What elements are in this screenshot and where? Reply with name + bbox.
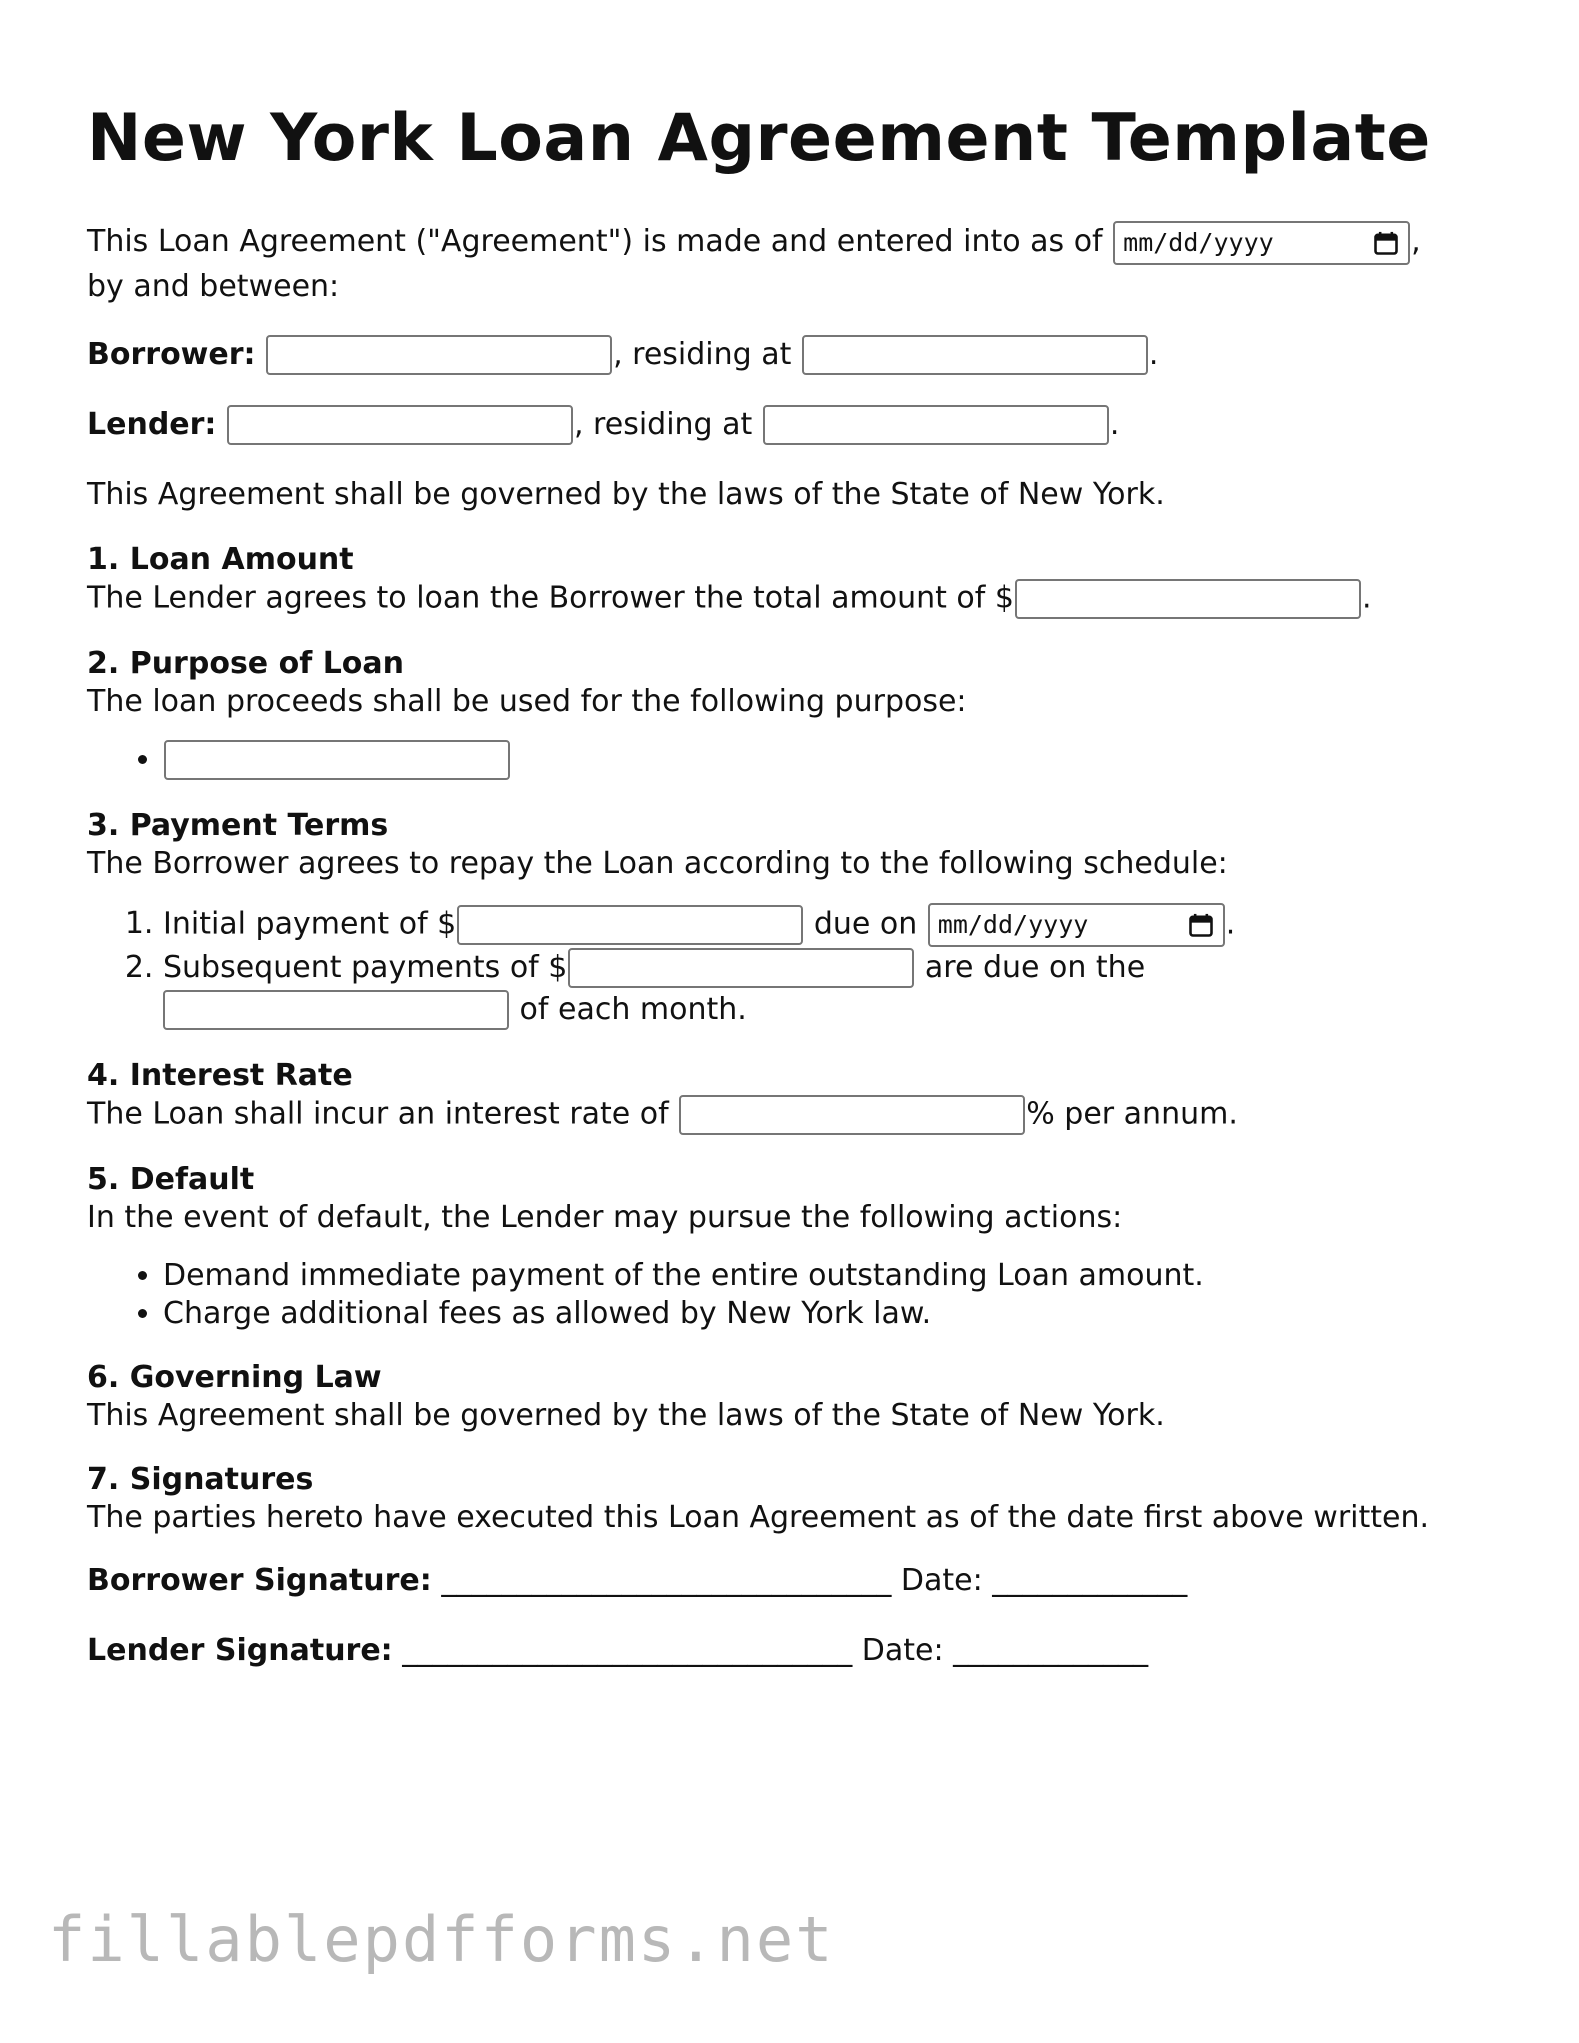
- governing-law-text: This Agreement shall be governed by the laws of the State of New York.: [87, 1397, 1165, 1433]
- lender-date-blank[interactable]: _____________: [953, 1632, 1149, 1668]
- intro-comma: ,: [1411, 224, 1421, 259]
- calendar-icon[interactable]: [1372, 229, 1400, 257]
- agreement-date-input[interactable]: [1113, 221, 1410, 265]
- purpose-input[interactable]: [164, 740, 510, 780]
- intro-line2: by and between:: [87, 268, 340, 304]
- lender-name-input[interactable]: [227, 405, 573, 445]
- subsequent-payment-due-label: are due on the: [924, 949, 1146, 985]
- lender-residing-label: , residing at: [573, 406, 753, 442]
- borrower-residing-label: , residing at: [613, 336, 792, 372]
- section-purpose: [87, 645, 1507, 781]
- lender-signature-label: Lender Signature:: [87, 1632, 393, 1668]
- calendar-icon[interactable]: [1187, 911, 1215, 939]
- purpose-list-item: [163, 739, 1507, 781]
- section-interest-rate: [87, 1057, 1507, 1135]
- section-loan-amount: [87, 541, 1507, 619]
- watermark-text: fillablepdfforms.net: [48, 1903, 835, 1976]
- default-title: 5. Default: [87, 1161, 255, 1197]
- section-signatures: [87, 1461, 1507, 1537]
- borrower-date-blank[interactable]: _____________: [992, 1562, 1188, 1598]
- each-month-text: of each month.: [519, 991, 747, 1027]
- subsequent-payment-input[interactable]: [568, 948, 914, 988]
- section-payment-terms: [87, 807, 1507, 1031]
- default-action-item: • Charge additional fees as allowed by New York law.: [163, 1295, 1507, 1333]
- borrower-name-input[interactable]: [266, 335, 612, 375]
- loan-amount-period: .: [1361, 580, 1372, 615]
- lender-address-input[interactable]: [763, 405, 1109, 445]
- intro-text: This Loan Agreement ("Agreement") is made and entered into as of: [87, 224, 1103, 259]
- default-action-item: • Demand immediate payment of the entire outstanding Loan amount.: [163, 1257, 1507, 1295]
- subsequent-payment-subline: [163, 989, 1507, 1031]
- borrower-label: Borrower:: [87, 336, 256, 372]
- default-actions-list: [87, 1257, 1507, 1333]
- initial-payment-text: Initial payment of $: [163, 906, 457, 941]
- subsequent-payment-item: [163, 947, 1507, 1031]
- interest-rate-input[interactable]: [679, 1095, 1025, 1135]
- borrower-signature-label: Borrower Signature:: [87, 1562, 432, 1598]
- purpose-title: 2. Purpose of Loan: [87, 645, 405, 681]
- loan-amount-body: [87, 579, 1507, 619]
- lender-signature-line: [87, 1629, 1507, 1673]
- payment-day-input[interactable]: [163, 990, 509, 1030]
- initial-payment-date-placeholder: mm/dd/yyyy: [937, 909, 1089, 939]
- borrower-date-label: Date:: [900, 1562, 983, 1598]
- section-governing-law: [87, 1359, 1507, 1435]
- interest-rate-title: 4. Interest Rate: [87, 1057, 353, 1093]
- lender-line: [87, 403, 1507, 447]
- per-annum-text: % per annum.: [1026, 1096, 1238, 1131]
- payment-terms-text: The Borrower agrees to repay the Loan according to the following schedule:: [87, 845, 1228, 881]
- page-title: New York Loan Agreement Template: [87, 101, 1431, 176]
- payment-terms-title: 3. Payment Terms: [87, 807, 389, 843]
- signatures-text: The parties hereto have executed this Loan Agreement as of the date first above written.: [87, 1499, 1430, 1535]
- intro-paragraph: [87, 220, 1507, 309]
- lender-label: Lender:: [87, 406, 217, 442]
- lender-date-label: Date:: [861, 1632, 944, 1668]
- loan-amount-input[interactable]: [1015, 579, 1361, 619]
- borrower-signature-line: [87, 1559, 1507, 1603]
- purpose-list: [87, 739, 1507, 781]
- default-text: In the event of default, the Lender may pursue the following actions:: [87, 1199, 1123, 1235]
- governed-intro: This Agreement shall be governed by the laws of the State of New York.: [87, 476, 1165, 512]
- loan-amount-title: 1. Loan Amount: [87, 541, 354, 577]
- interest-rate-text: The Loan shall incur an interest rate of: [87, 1096, 669, 1131]
- lender-period: .: [1109, 406, 1120, 442]
- borrower-period: .: [1148, 336, 1159, 372]
- lender-signature-blank[interactable]: ______________________________: [402, 1632, 853, 1668]
- borrower-address-input[interactable]: [802, 335, 1148, 375]
- section-default: [87, 1161, 1507, 1333]
- initial-payment-due-label: due on: [813, 906, 918, 941]
- initial-payment-input[interactable]: [457, 905, 803, 945]
- initial-payment-item: [163, 903, 1507, 947]
- subsequent-payment-text: Subsequent payments of $: [163, 949, 568, 985]
- loan-amount-text: The Lender agrees to loan the Borrower the total amount of $: [87, 580, 1014, 615]
- document-page: [87, 96, 1507, 1699]
- purpose-text: The loan proceeds shall be used for the following purpose:: [87, 683, 967, 719]
- borrower-line: [87, 333, 1507, 377]
- agreement-date-placeholder: mm/dd/yyyy: [1123, 227, 1274, 257]
- payment-schedule-list: [87, 903, 1507, 1031]
- initial-payment-period: .: [1225, 906, 1236, 941]
- borrower-signature-blank[interactable]: ______________________________: [441, 1562, 892, 1598]
- initial-payment-date-input[interactable]: [928, 903, 1225, 947]
- signatures-title: 7. Signatures: [87, 1461, 314, 1497]
- interest-rate-body: [87, 1095, 1507, 1135]
- governing-law-title: 6. Governing Law: [87, 1359, 382, 1395]
